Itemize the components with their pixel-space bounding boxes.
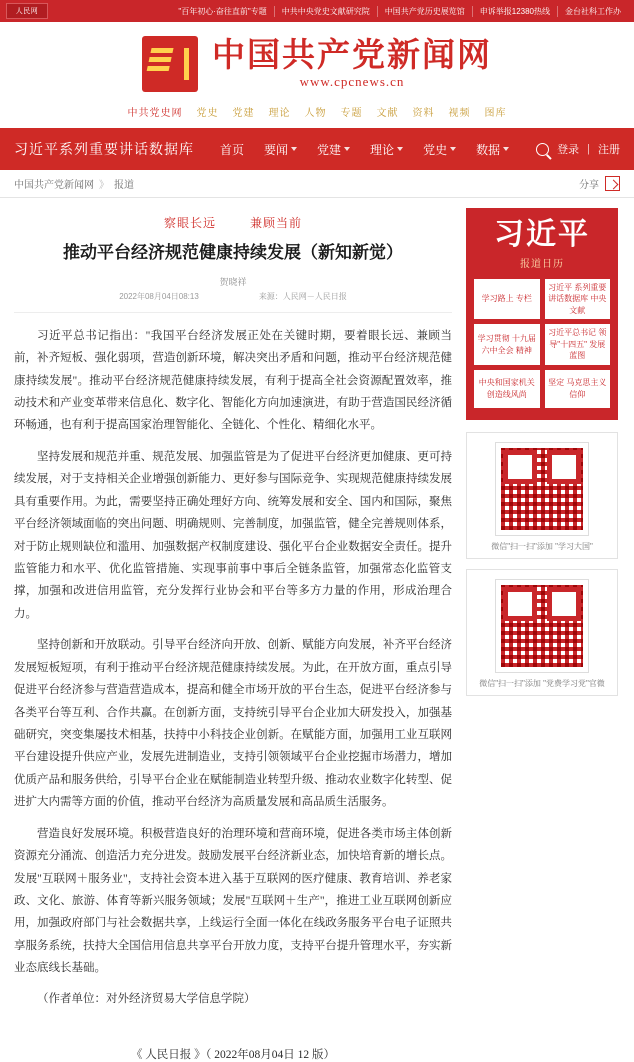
article-column [14,208,452,1062]
article-meta [14,291,452,313]
channel-link[interactable]: 图库 [484,108,507,119]
nav-item-news[interactable] [264,141,297,158]
article-paragraph: 坚持发展和规范并重、规范发展、加强监管是为了促进平台经济更加健康、更可持续发展，对于支持相关企业增强创新能力、更好参与国际竞争、实现规范健康持续发展具有重要作用。为此，需要坚持正确处理好方向、统筹发展和安全、国内和国际，聚焦平台经济领域面临的突出问题、明确规则、完善制度，加强监管，健全完善规则体系，对于防止规则缺位和滥用、加强数据产权制度建设、强化平台企业数据安全责任。提升监管能力和水平、优化监管措施、实现事前事中事后全链条监管，加强常态化监管支撑，加强和改进信用监管，充分发挥行业协会和平台等多方力量的作用，形成治理合力。 [14,450,452,620]
page-title: 推动平台经济规范健康持续发展（新知新觉） [63,243,403,262]
channel-row [0,98,634,128]
article-source: 来源：人民网－人民日报 [258,291,347,301]
nav-item-theory[interactable] [370,141,403,158]
top-link[interactable]: 金台社科工作办 [557,6,628,17]
search-icon[interactable] [536,143,549,156]
chevron-down-icon [291,147,297,151]
promo-link[interactable]: 习近平 系列重要讲话数据库 中央文献 [545,279,611,320]
nav-item-label: 首页 [220,142,245,157]
promo-link[interactable]: 习近平总书记 领导"十四五" 发展蓝图 [545,324,611,365]
nav-item-party-building[interactable] [317,141,350,158]
article-kicker [14,208,452,239]
qr-code-icon [496,443,588,535]
nav-item-label: 理论 [370,142,395,157]
sidebar [466,208,618,1062]
promo-title: 习近平 [494,218,590,251]
promo-link[interactable]: 学习路上 专栏 [474,279,540,320]
chevron-down-icon [503,147,509,151]
promo-link[interactable]: 学习贯彻 十九届六中全会 精神 [474,324,540,365]
promo-subtitle: 报道日历 [520,258,564,270]
promo-link[interactable]: 坚定 马克思主义信仰 [545,370,611,408]
top-link[interactable]: 申诉举报12380热线 [472,6,557,17]
share-label: 分享 [579,180,599,191]
chevron-down-icon [344,147,350,151]
qr-card [466,569,618,696]
article-date: 2022年08月04日08:13 [119,291,199,301]
promo-banner[interactable] [466,208,618,420]
article-paragraph: 营造良好发展环境。积极营造良好的治理环境和营商环境，促进各类市场主体创新资源充分涌流、创造活力充分进发。鼓励发展平台经济新业态，加快培育新的增长点。发展"互联网＋服务业"，支持社会资本进入基于互联网的医疗健康、教育培训、养老家政、文化、旅游、体育等新兴服务领域；发展"互联网＋生产"，推进工业互联网创新应用，加强政府部门与社会数据共享，上线运行全面一体化在线政务服务平台电子证照共享服务系统，扶持大全国信用信息共享平台开放力度，支持平台提升管理水平，夯实新业态底线长基础。 [14,827,452,975]
chevron-down-icon [450,147,456,151]
channel-link[interactable]: 人物 [304,108,327,119]
nav-item-label: 党建 [317,142,342,157]
publication-source: 《 人民日报 》（ 2022年08月04日 12 版） [130,1049,336,1062]
chevron-down-icon [397,147,403,151]
promo-links-grid [474,279,610,409]
nav-items [220,141,536,158]
article-paragraph: 坚持创新和开放联动。引导平台经济向开放、创新、赋能方向发展，补齐平台经济发展短板短项，有利于推动平台经济规范健康持续发展。为此，在开放方面，重点引导促进平台经济参与营造营造成本，提高和健全市场开放的平台生态，促进平台经济参与各类平台等互利、合作共赢。在创新方面，支持统引导平台企业加大研发投入，加强基础研究，突变集屡技术相基，扶持中小科技企业创新。在赋能方面，加强用工业互联网平台建设提升供应产业，发展先进制造业，支持引领领域平台企业挖掘市场潜力，增加优质产品和服务供给，引导平台企业在赋能制造业转型升级、推动农业数字化转型、促进扩大内需等方面的价值，推动平台经济为高质量发展和高品质生活服务。 [14,639,452,809]
kicker-part: 兼顾当前 [250,216,303,230]
article-byline: 贺晓祥 [219,276,247,287]
share-area [579,176,620,191]
channel-link[interactable]: 专题 [340,108,363,119]
page-body [0,198,634,1062]
breadcrumb-arrow: 》 [99,180,109,191]
breadcrumb-item-current[interactable]: 报道 [114,180,134,191]
breadcrumb-item-home[interactable]: 中国共产党新闻网 [14,180,94,191]
nav-item-label: 党史 [423,142,448,157]
promo-link[interactable]: 中央和国家机关 创造线风尚 [474,370,540,408]
qr-caption: 微信"扫一扫"添加 "党费学习党"官微 [479,679,605,689]
top-link[interactable]: "百年初心·奋往直前"专题 [178,6,267,16]
channel-link[interactable]: 资料 [412,108,435,119]
top-utility-bar [0,0,634,22]
qr-caption: 微信"扫一扫"添加 "学习大国" [491,542,593,552]
site-url: www.cpcnews.cn [299,74,405,90]
nav-account-area [536,141,620,157]
channel-link[interactable]: 中共党史网 [127,108,183,119]
article-content [14,313,452,1062]
qr-card [466,432,618,559]
top-links [58,6,628,17]
share-icon[interactable] [605,176,620,191]
channel-link[interactable]: 理论 [268,108,291,119]
party-emblem-icon [142,36,198,92]
kicker-part: 察眼长远 [163,216,216,230]
channel-link[interactable]: 视频 [448,108,471,119]
site-title: 中国共产党新闻网 [212,37,492,74]
login-button[interactable]: 登录 [557,144,580,156]
author-affiliation: （作者单位：对外经济贸易大学信息学院） [37,992,256,1005]
masthead [0,22,634,98]
article-paragraph: 习近平总书记指出："我国平台经济发展正处在关键时期，要着眼长远、兼顾当前，补齐短板、强化弱项，营造创新环境，解决突出矛盾和问题，推动平台经济规范健康持续发展"。推动平台经济规范健康持续发展，有利于提高全社会资源配置效率，推动技术和产业变革带来信息化、数字化、智能化方向加速演进，有助于营造国民经济循环畅通，也有利于提高国家治理智能化、全链化、个性化、精细化水平。 [14,329,452,432]
top-link[interactable]: 中共中央党史文献研究院 [274,6,377,17]
main-navigation [0,128,634,170]
register-button[interactable]: 注册 [598,144,620,156]
nav-separator: | [587,143,590,155]
breadcrumb [0,170,634,198]
nav-brand[interactable]: 习近平系列重要讲话数据库 [14,141,194,157]
nav-item-party-history[interactable] [423,141,456,158]
people-cn-logo[interactable]: 人民网 [6,3,48,19]
qr-code-icon [496,580,588,672]
nav-item-data[interactable] [476,141,509,158]
channel-link[interactable]: 文献 [376,108,399,119]
top-link[interactable]: 中国共产党历史展览馆 [377,6,472,17]
nav-item-label: 数据 [476,142,501,157]
nav-item-home[interactable] [220,141,244,158]
channel-link[interactable]: 党史 [196,108,219,119]
nav-item-label: 要闻 [264,142,289,157]
channel-link[interactable]: 党建 [232,108,255,119]
